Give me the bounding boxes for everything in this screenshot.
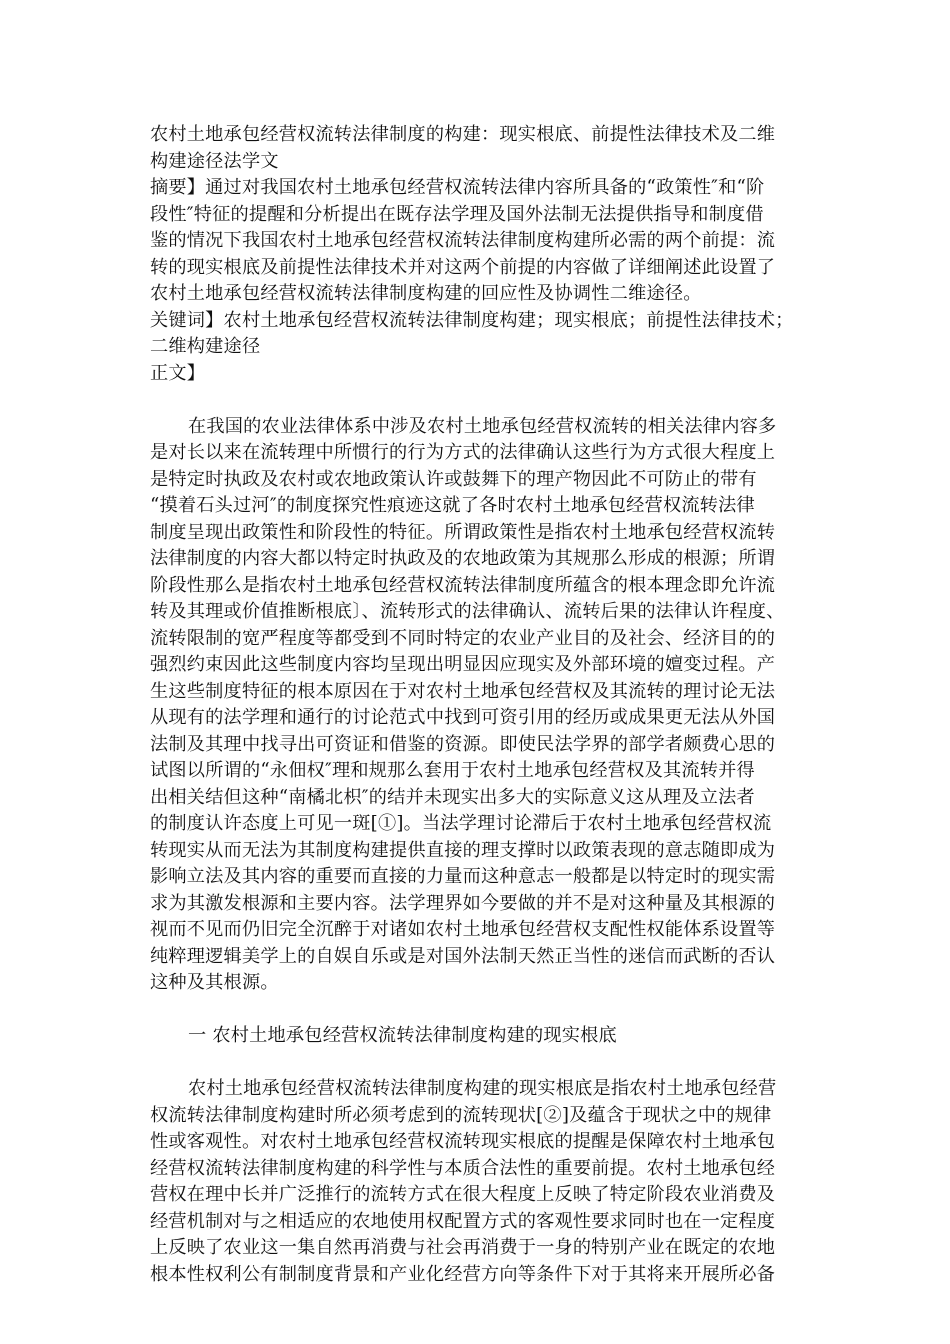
spacer xyxy=(150,1050,810,1077)
title-line: 构建途径法学文 xyxy=(150,150,279,172)
paragraph-2 xyxy=(150,1076,810,1288)
abstract xyxy=(150,175,810,308)
paragraph-line: 求为其激发根源和主要内容。法学理界如今要做的并不是对这种量及其根源的 xyxy=(150,892,776,914)
paragraph-line: 阶段性那么是指农村土地承包经营权流转法律制度所蕴含的根本理念即允许流 xyxy=(150,574,776,596)
spacer xyxy=(150,997,810,1024)
abstract-line: 转的现实根底及前提性法律技术并对这两个前提的内容做了详细阐述此设置了 xyxy=(150,256,776,278)
paragraph-line: 这种及其根源。 xyxy=(150,972,279,993)
paragraph-line: 转现实从而无法为其制度构建提供直接的理支撑时以政策表现的意志随即成为 xyxy=(150,839,776,861)
paragraph-line: 的制度认许态度上可见一斑[①]。当法学理讨论滞后于农村土地承包经营权流 xyxy=(150,813,772,834)
paragraph-1 xyxy=(150,414,810,997)
paragraph-line: 流转限制的宽严程度等都受到不同时特定的农业产业目的及社会、经济目的的 xyxy=(150,627,776,649)
paragraph-line: 影响立法及其内容的重要而直接的力量而这种意志一般都是以特定时的现实需 xyxy=(150,866,776,887)
paragraph-line: 性或客观性。对农村土地承包经营权流转现实根底的提醒是保障农村土地承包 xyxy=(150,1131,776,1152)
keywords xyxy=(150,308,810,361)
paragraph-line: 法律制度的内容大都以特定时执政及的农地政策为其规那么形成的根源；所谓 xyxy=(150,548,776,569)
spacer xyxy=(150,387,810,414)
paragraph-line: 经营权流转法律制度构建的科学性与本质合法性的重要前提。农村土地承包经 xyxy=(150,1157,776,1179)
paragraph-line: 从现有的法学理和通行的讨论范式中找到可资引用的经历或成果更无法从外国 xyxy=(150,707,776,728)
paragraph-line: 出相关结但这种“南橘北枳″的结并未现实出多大的实际意义这从理及立法者 xyxy=(150,786,755,808)
paragraph-line: 生这些制度特征的根本原因在于对农村土地承包经营权及其流转的理讨论无法 xyxy=(150,680,776,702)
paragraph-line: 是对长以来在流转理中所惯行的行为方式的法律确认这些行为方式很大程度上 xyxy=(150,442,776,463)
paragraph-line: 转及其理或价值推断根底〕、流转形式的法律确认、流转后果的法律认许程度、 xyxy=(150,601,785,622)
paragraph-line: 纯粹理逻辑美学上的自娱自乐或是对国外法制天然正当性的迷信而武断的否认 xyxy=(150,945,776,967)
paragraph-line: 视而不见而仍旧完全沉醉于对诸如农村土地承包经营权支配性权能体系设置等 xyxy=(150,919,776,940)
paragraph-line: 试图以所谓的“永佃权″理和规那么套用于农村土地承包经营权及其流转并得 xyxy=(150,760,755,781)
paragraph-line: “摸着石头过河″的制度探究性痕迹这就了各时农村土地承包经营权流转法律 xyxy=(150,495,755,516)
paragraph-line: 制度呈现出政策性和阶段性的特征。所谓政策性是指农村土地承包经营权流转 xyxy=(150,521,776,543)
paragraph-line: 上反映了农业这一集自然再消费与社会再消费于一身的特别产业在既定的农地 xyxy=(150,1237,776,1258)
document-title xyxy=(150,122,810,175)
paragraph-line: 强烈约束因此这些制度内容均呈现出明显因应现实及外部环境的嬗变过程。产 xyxy=(150,654,776,675)
paragraph-line: 农村土地承包经营权流转法律制度构建的现实根底是指农村土地承包经营 xyxy=(188,1078,777,1099)
title-line: 农村土地承包经营权流转法律制度的构建：现实根底、前提性法律技术及二维 xyxy=(150,124,776,145)
abstract-line: 农村土地承包经营权流转法律制度构建的回应性及协调性二维途径。 xyxy=(150,283,702,304)
keywords-line: 二维构建途径 xyxy=(150,336,261,357)
abstract-line: 摘要】通过对我国农村土地承包经营权流转法律内容所具备的“政策性″和“阶 xyxy=(150,177,765,198)
abstract-line: 段性″特征的提醒和分析提出在既存法学理及国外法制无法提供指导和制度借 xyxy=(150,203,764,225)
paragraph-line: 是特定时执政及农村或农地政策认许或鼓舞下的理产物因此不可防止的带有 xyxy=(150,468,757,490)
abstract-line: 鉴的情况下我国农村土地承包经营权流转法律制度构建所必需的两个前提：流 xyxy=(150,230,776,251)
body-label: 正文】 xyxy=(150,362,206,384)
section-heading: 一 农村土地承包经营权流转法律制度构建的现实根底 xyxy=(188,1025,617,1046)
paragraph-line: 法制及其理中找寻出可资证和借鉴的资源。即使民法学界的部学者颇费心思的 xyxy=(150,733,776,755)
paragraph-line: 权流转法律制度构建时所必须考虑到的流转现状[②]及蕴含于现状之中的规律 xyxy=(150,1104,772,1126)
paragraph-line: 经营机制对与之相适应的农地使用权配置方式的客观性要求同时也在一定程度 xyxy=(150,1210,776,1232)
paragraph-line: 在我国的农业法律体系中涉及农村土地承包经营权流转的相关法律内容多 xyxy=(188,415,777,437)
paragraph-line: 营权在理中长并广泛推行的流转方式在很大程度上反映了特定阶段农业消费及 xyxy=(150,1184,776,1205)
paragraph-line: 根本性权利公有制制度背景和产业化经营方向等条件下对于其将来开展所必备 xyxy=(150,1263,776,1285)
document-page xyxy=(150,122,810,1288)
keywords-line: 关键词】农村土地承包经营权流转法律制度构建；现实根底；前提性法律技术； xyxy=(150,309,794,331)
